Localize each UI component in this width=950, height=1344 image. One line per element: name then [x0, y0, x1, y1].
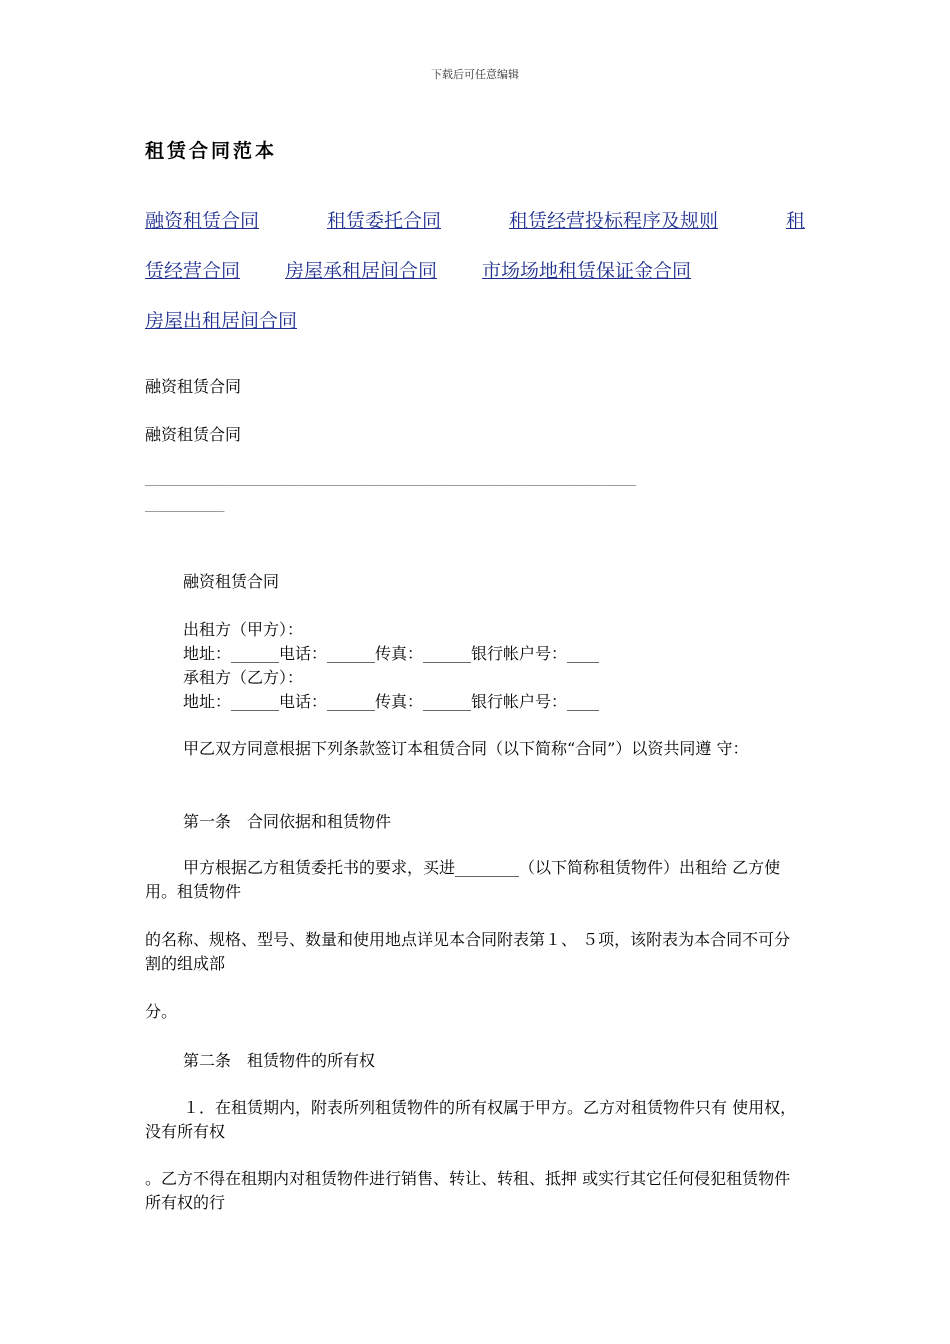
lessor-info: 地址：______电话：______传真：______银行帐户号：____ [183, 644, 600, 663]
link-lease-bidding-rules[interactable]: 租赁经营投标程序及规则 [508, 210, 718, 232]
link-market-site-deposit-contract[interactable]: 市场场地租赁保证金合同 [482, 260, 692, 282]
article-1-paragraph-2: 的名称、规格、型号、数量和使用地点详见本合同附表第１、 ５项，该附表为本合同不可分割的组成部 [145, 930, 791, 973]
header-note: 下载后可任意编辑 [431, 68, 519, 81]
link-lease-entrust-contract[interactable]: 租赁委托合同 [326, 210, 441, 232]
article-1-paragraph-3: 分。 [145, 1002, 178, 1021]
links-row-1 [145, 196, 805, 246]
link-finance-lease-contract[interactable]: 融资租赁合同 [145, 210, 260, 232]
link-lease-operation-contract-part1[interactable]: 租 [785, 210, 805, 232]
page-title: 租赁合同范本 [145, 140, 278, 162]
link-house-rent-agency-contract[interactable]: 房屋承租居间合同 [285, 260, 438, 282]
section-label: 融资租赁合同 [145, 425, 242, 444]
contract-title: 融资租赁合同 [183, 572, 280, 591]
separator-line [145, 466, 805, 518]
related-links [145, 196, 805, 346]
link-house-lease-agency-contract[interactable]: 房屋出租居间合同 [145, 310, 298, 332]
links-row-2 [145, 246, 805, 296]
section-label: 融资租赁合同 [145, 377, 242, 396]
article-2-title: 第二条 租赁物件的所有权 [183, 1051, 376, 1070]
article-1-title: 第一条 合同依据和租赁物件 [183, 812, 392, 831]
link-lease-operation-contract-part2[interactable]: 赁经营合同 [145, 260, 241, 282]
separator-line-1: ____________________________________________________________________ [145, 472, 637, 486]
lessee-info: 地址：______电话：______传真：______银行帐户号：____ [183, 692, 600, 711]
preamble-paragraph: 甲乙双方同意根据下列条款签订本租赁合同（以下简称“合同”）以资共同遵 守： [183, 739, 749, 758]
links-row-3 [145, 296, 805, 346]
lessor-label: 出租方（甲方）： [183, 620, 304, 639]
article-2-paragraph-2: 。乙方不得在租期内对租赁物件进行销售、转让、转租、抵押 或实行其它任何侵犯租赁物件所有权的行 [145, 1169, 791, 1212]
lessee-label: 承租方（乙方）： [183, 668, 304, 687]
article-1-paragraph-1: 甲方根据乙方租赁委托书的要求，买进________（以下简称租赁物件）出租给 乙方使用。租赁物件 [145, 858, 781, 901]
separator-line-2: ___________ [145, 498, 225, 512]
article-2-paragraph-1: １．在租赁期内，附表所列租赁物件的所有权属于甲方。乙方对租赁物件只有 使用权，没有所有权 [145, 1098, 797, 1141]
